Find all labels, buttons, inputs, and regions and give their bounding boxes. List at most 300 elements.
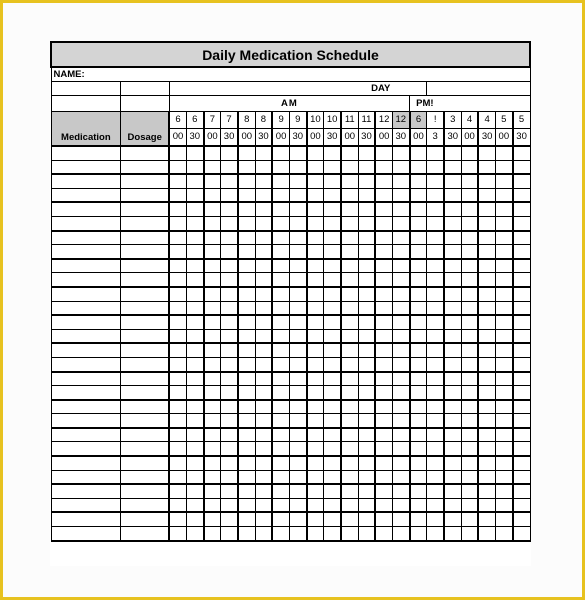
medication-cell[interactable] [51,188,121,202]
time-slot-cell[interactable] [444,329,461,343]
time-slot-cell[interactable] [341,329,358,343]
time-slot-cell[interactable] [375,231,392,245]
time-slot-cell[interactable] [495,343,512,357]
time-slot-cell[interactable] [307,174,324,188]
time-slot-cell[interactable] [307,456,324,470]
time-slot-cell[interactable] [427,259,444,273]
time-slot-cell[interactable] [289,301,306,315]
time-slot-cell[interactable] [255,273,272,287]
time-slot-cell[interactable] [307,216,324,230]
time-slot-cell[interactable] [410,329,427,343]
time-slot-cell[interactable] [461,470,478,484]
medication-cell[interactable] [51,174,121,188]
time-slot-cell[interactable] [272,400,289,414]
time-slot-cell[interactable] [461,372,478,386]
time-slot-cell[interactable] [255,400,272,414]
time-slot-cell[interactable] [272,456,289,470]
time-slot-cell[interactable] [221,146,238,160]
time-slot-cell[interactable] [204,287,221,301]
dosage-cell[interactable] [121,414,170,428]
time-slot-cell[interactable] [289,372,306,386]
time-slot-cell[interactable] [375,414,392,428]
dosage-cell[interactable] [121,315,170,329]
time-slot-cell[interactable] [307,188,324,202]
time-slot-cell[interactable] [392,357,409,371]
time-slot-cell[interactable] [324,216,341,230]
time-slot-cell[interactable] [513,202,530,216]
time-slot-cell[interactable] [169,259,186,273]
time-slot-cell[interactable] [341,428,358,442]
time-slot-cell[interactable] [204,343,221,357]
time-slot-cell[interactable] [495,357,512,371]
time-slot-cell[interactable] [392,216,409,230]
time-slot-cell[interactable] [392,456,409,470]
time-slot-cell[interactable] [392,287,409,301]
time-slot-cell[interactable] [221,512,238,526]
time-slot-cell[interactable] [495,470,512,484]
time-slot-cell[interactable] [341,527,358,541]
time-slot-cell[interactable] [444,174,461,188]
time-slot-cell[interactable] [169,456,186,470]
time-slot-cell[interactable] [513,442,530,456]
time-slot-cell[interactable] [513,301,530,315]
time-slot-cell[interactable] [272,301,289,315]
time-slot-cell[interactable] [204,372,221,386]
time-slot-cell[interactable] [513,216,530,230]
time-slot-cell[interactable] [289,174,306,188]
time-slot-cell[interactable] [461,442,478,456]
time-slot-cell[interactable] [169,329,186,343]
time-slot-cell[interactable] [392,301,409,315]
time-slot-cell[interactable] [375,329,392,343]
time-slot-cell[interactable] [169,357,186,371]
time-slot-cell[interactable] [444,372,461,386]
dosage-cell[interactable] [121,470,170,484]
medication-cell[interactable] [51,456,121,470]
time-slot-cell[interactable] [358,174,375,188]
dosage-cell[interactable] [121,386,170,400]
time-slot-cell[interactable] [410,357,427,371]
time-slot-cell[interactable] [495,273,512,287]
time-slot-cell[interactable] [410,512,427,526]
time-slot-cell[interactable] [204,456,221,470]
time-slot-cell[interactable] [495,188,512,202]
time-slot-cell[interactable] [427,386,444,400]
time-slot-cell[interactable] [204,273,221,287]
time-slot-cell[interactable] [255,188,272,202]
time-slot-cell[interactable] [341,188,358,202]
time-slot-cell[interactable] [478,512,495,526]
medication-cell[interactable] [51,414,121,428]
time-slot-cell[interactable] [427,202,444,216]
time-slot-cell[interactable] [427,343,444,357]
dosage-cell[interactable] [121,146,170,160]
time-slot-cell[interactable] [255,287,272,301]
time-slot-cell[interactable] [410,400,427,414]
time-slot-cell[interactable] [289,357,306,371]
time-slot-cell[interactable] [392,315,409,329]
time-slot-cell[interactable] [255,527,272,541]
dosage-cell[interactable] [121,343,170,357]
time-slot-cell[interactable] [358,329,375,343]
time-slot-cell[interactable] [478,202,495,216]
time-slot-cell[interactable] [186,202,203,216]
time-slot-cell[interactable] [427,188,444,202]
time-slot-cell[interactable] [204,329,221,343]
time-slot-cell[interactable] [427,174,444,188]
dosage-cell[interactable] [121,512,170,526]
time-slot-cell[interactable] [169,343,186,357]
time-slot-cell[interactable] [427,484,444,498]
time-slot-cell[interactable] [358,160,375,174]
time-slot-cell[interactable] [392,343,409,357]
time-slot-cell[interactable] [289,456,306,470]
time-slot-cell[interactable] [444,301,461,315]
time-slot-cell[interactable] [221,188,238,202]
time-slot-cell[interactable] [392,160,409,174]
time-slot-cell[interactable] [255,174,272,188]
time-slot-cell[interactable] [324,315,341,329]
time-slot-cell[interactable] [341,174,358,188]
time-slot-cell[interactable] [307,357,324,371]
time-slot-cell[interactable] [169,498,186,512]
time-slot-cell[interactable] [461,400,478,414]
time-slot-cell[interactable] [478,400,495,414]
time-slot-cell[interactable] [444,527,461,541]
time-slot-cell[interactable] [289,273,306,287]
dosage-cell[interactable] [121,231,170,245]
time-slot-cell[interactable] [444,231,461,245]
time-slot-cell[interactable] [324,456,341,470]
time-slot-cell[interactable] [392,386,409,400]
time-slot-cell[interactable] [289,245,306,259]
time-slot-cell[interactable] [341,301,358,315]
time-slot-cell[interactable] [478,484,495,498]
time-slot-cell[interactable] [358,188,375,202]
dosage-cell[interactable] [121,400,170,414]
dosage-cell[interactable] [121,329,170,343]
time-slot-cell[interactable] [444,202,461,216]
time-slot-cell[interactable] [444,146,461,160]
time-slot-cell[interactable] [186,315,203,329]
time-slot-cell[interactable] [272,259,289,273]
time-slot-cell[interactable] [375,372,392,386]
time-slot-cell[interactable] [238,259,255,273]
time-slot-cell[interactable] [410,484,427,498]
time-slot-cell[interactable] [324,231,341,245]
dosage-cell[interactable] [121,259,170,273]
time-slot-cell[interactable] [204,231,221,245]
time-slot-cell[interactable] [289,259,306,273]
time-slot-cell[interactable] [513,386,530,400]
time-slot-cell[interactable] [255,456,272,470]
time-slot-cell[interactable] [307,146,324,160]
time-slot-cell[interactable] [341,484,358,498]
time-slot-cell[interactable] [513,428,530,442]
time-slot-cell[interactable] [289,512,306,526]
time-slot-cell[interactable] [461,273,478,287]
time-slot-cell[interactable] [495,527,512,541]
time-slot-cell[interactable] [478,527,495,541]
time-slot-cell[interactable] [444,400,461,414]
time-slot-cell[interactable] [289,188,306,202]
time-slot-cell[interactable] [289,428,306,442]
time-slot-cell[interactable] [307,287,324,301]
time-slot-cell[interactable] [495,442,512,456]
time-slot-cell[interactable] [324,174,341,188]
time-slot-cell[interactable] [169,372,186,386]
medication-cell[interactable] [51,245,121,259]
time-slot-cell[interactable] [238,512,255,526]
time-slot-cell[interactable] [375,160,392,174]
time-slot-cell[interactable] [238,400,255,414]
time-slot-cell[interactable] [461,174,478,188]
time-slot-cell[interactable] [238,287,255,301]
time-slot-cell[interactable] [289,231,306,245]
time-slot-cell[interactable] [307,343,324,357]
time-slot-cell[interactable] [478,287,495,301]
time-slot-cell[interactable] [444,386,461,400]
time-slot-cell[interactable] [272,414,289,428]
medication-cell[interactable] [51,329,121,343]
time-slot-cell[interactable] [255,202,272,216]
time-slot-cell[interactable] [461,245,478,259]
time-slot-cell[interactable] [392,527,409,541]
time-slot-cell[interactable] [324,484,341,498]
time-slot-cell[interactable] [221,372,238,386]
time-slot-cell[interactable] [186,273,203,287]
time-slot-cell[interactable] [186,428,203,442]
time-slot-cell[interactable] [375,174,392,188]
time-slot-cell[interactable] [307,315,324,329]
time-slot-cell[interactable] [375,428,392,442]
time-slot-cell[interactable] [324,273,341,287]
time-slot-cell[interactable] [221,231,238,245]
time-slot-cell[interactable] [307,273,324,287]
time-slot-cell[interactable] [186,216,203,230]
time-slot-cell[interactable] [272,174,289,188]
time-slot-cell[interactable] [238,273,255,287]
time-slot-cell[interactable] [341,216,358,230]
time-slot-cell[interactable] [478,231,495,245]
time-slot-cell[interactable] [221,273,238,287]
time-slot-cell[interactable] [358,386,375,400]
time-slot-cell[interactable] [307,527,324,541]
time-slot-cell[interactable] [495,259,512,273]
time-slot-cell[interactable] [238,414,255,428]
dosage-cell[interactable] [121,442,170,456]
time-slot-cell[interactable] [186,188,203,202]
time-slot-cell[interactable] [478,315,495,329]
time-slot-cell[interactable] [513,414,530,428]
time-slot-cell[interactable] [392,188,409,202]
time-slot-cell[interactable] [444,456,461,470]
time-slot-cell[interactable] [186,484,203,498]
time-slot-cell[interactable] [375,259,392,273]
time-slot-cell[interactable] [307,202,324,216]
time-slot-cell[interactable] [272,428,289,442]
time-slot-cell[interactable] [204,315,221,329]
time-slot-cell[interactable] [324,512,341,526]
time-slot-cell[interactable] [204,259,221,273]
medication-cell[interactable] [51,372,121,386]
time-slot-cell[interactable] [375,343,392,357]
time-slot-cell[interactable] [444,470,461,484]
time-slot-cell[interactable] [307,372,324,386]
time-slot-cell[interactable] [375,512,392,526]
time-slot-cell[interactable] [513,400,530,414]
dosage-cell[interactable] [121,456,170,470]
time-slot-cell[interactable] [375,527,392,541]
time-slot-cell[interactable] [255,470,272,484]
time-slot-cell[interactable] [375,188,392,202]
time-slot-cell[interactable] [272,357,289,371]
time-slot-cell[interactable] [478,216,495,230]
time-slot-cell[interactable] [272,273,289,287]
dosage-cell[interactable] [121,527,170,541]
time-slot-cell[interactable] [513,273,530,287]
time-slot-cell[interactable] [272,202,289,216]
time-slot-cell[interactable] [324,245,341,259]
time-slot-cell[interactable] [375,202,392,216]
time-slot-cell[interactable] [392,231,409,245]
time-slot-cell[interactable] [204,146,221,160]
medication-cell[interactable] [51,386,121,400]
medication-cell[interactable] [51,287,121,301]
time-slot-cell[interactable] [513,188,530,202]
time-slot-cell[interactable] [495,202,512,216]
time-slot-cell[interactable] [495,315,512,329]
time-slot-cell[interactable] [255,357,272,371]
time-slot-cell[interactable] [375,400,392,414]
time-slot-cell[interactable] [427,315,444,329]
time-slot-cell[interactable] [358,315,375,329]
time-slot-cell[interactable] [324,372,341,386]
time-slot-cell[interactable] [427,527,444,541]
time-slot-cell[interactable] [272,146,289,160]
time-slot-cell[interactable] [495,512,512,526]
time-slot-cell[interactable] [461,428,478,442]
time-slot-cell[interactable] [221,357,238,371]
time-slot-cell[interactable] [358,484,375,498]
time-slot-cell[interactable] [169,146,186,160]
time-slot-cell[interactable] [272,386,289,400]
time-slot-cell[interactable] [307,386,324,400]
time-slot-cell[interactable] [427,414,444,428]
time-slot-cell[interactable] [186,372,203,386]
time-slot-cell[interactable] [375,315,392,329]
time-slot-cell[interactable] [410,386,427,400]
time-slot-cell[interactable] [221,301,238,315]
time-slot-cell[interactable] [410,231,427,245]
time-slot-cell[interactable] [478,357,495,371]
time-slot-cell[interactable] [410,216,427,230]
time-slot-cell[interactable] [169,174,186,188]
time-slot-cell[interactable] [272,372,289,386]
time-slot-cell[interactable] [186,470,203,484]
time-slot-cell[interactable] [513,512,530,526]
time-slot-cell[interactable] [238,386,255,400]
time-slot-cell[interactable] [307,442,324,456]
time-slot-cell[interactable] [461,484,478,498]
time-slot-cell[interactable] [324,202,341,216]
time-slot-cell[interactable] [513,372,530,386]
time-slot-cell[interactable] [204,174,221,188]
time-slot-cell[interactable] [324,146,341,160]
time-slot-cell[interactable] [392,245,409,259]
time-slot-cell[interactable] [204,188,221,202]
time-slot-cell[interactable] [186,414,203,428]
time-slot-cell[interactable] [204,301,221,315]
time-slot-cell[interactable] [255,160,272,174]
time-slot-cell[interactable] [341,456,358,470]
time-slot-cell[interactable] [324,428,341,442]
medication-cell[interactable] [51,470,121,484]
time-slot-cell[interactable] [186,146,203,160]
time-slot-cell[interactable] [410,273,427,287]
time-slot-cell[interactable] [461,301,478,315]
time-slot-cell[interactable] [221,428,238,442]
time-slot-cell[interactable] [307,428,324,442]
medication-cell[interactable] [51,357,121,371]
time-slot-cell[interactable] [289,216,306,230]
time-slot-cell[interactable] [410,315,427,329]
time-slot-cell[interactable] [169,442,186,456]
time-slot-cell[interactable] [461,202,478,216]
time-slot-cell[interactable] [204,386,221,400]
time-slot-cell[interactable] [255,512,272,526]
medication-cell[interactable] [51,315,121,329]
time-slot-cell[interactable] [478,301,495,315]
time-slot-cell[interactable] [204,160,221,174]
time-slot-cell[interactable] [410,287,427,301]
time-slot-cell[interactable] [358,287,375,301]
time-slot-cell[interactable] [169,231,186,245]
time-slot-cell[interactable] [444,428,461,442]
time-slot-cell[interactable] [392,414,409,428]
time-slot-cell[interactable] [289,202,306,216]
time-slot-cell[interactable] [255,146,272,160]
time-slot-cell[interactable] [186,160,203,174]
time-slot-cell[interactable] [255,414,272,428]
time-slot-cell[interactable] [410,456,427,470]
time-slot-cell[interactable] [289,343,306,357]
time-slot-cell[interactable] [307,484,324,498]
medication-cell[interactable] [51,202,121,216]
time-slot-cell[interactable] [238,202,255,216]
time-slot-cell[interactable] [495,287,512,301]
time-slot-cell[interactable] [392,259,409,273]
time-slot-cell[interactable] [461,160,478,174]
time-slot-cell[interactable] [495,174,512,188]
time-slot-cell[interactable] [341,498,358,512]
time-slot-cell[interactable] [495,372,512,386]
time-slot-cell[interactable] [358,273,375,287]
medication-cell[interactable] [51,301,121,315]
time-slot-cell[interactable] [341,259,358,273]
time-slot-cell[interactable] [204,527,221,541]
time-slot-cell[interactable] [410,414,427,428]
time-slot-cell[interactable] [307,301,324,315]
time-slot-cell[interactable] [495,414,512,428]
time-slot-cell[interactable] [272,188,289,202]
time-slot-cell[interactable] [289,484,306,498]
time-slot-cell[interactable] [461,146,478,160]
time-slot-cell[interactable] [410,202,427,216]
time-slot-cell[interactable] [341,400,358,414]
time-slot-cell[interactable] [169,216,186,230]
time-slot-cell[interactable] [324,343,341,357]
